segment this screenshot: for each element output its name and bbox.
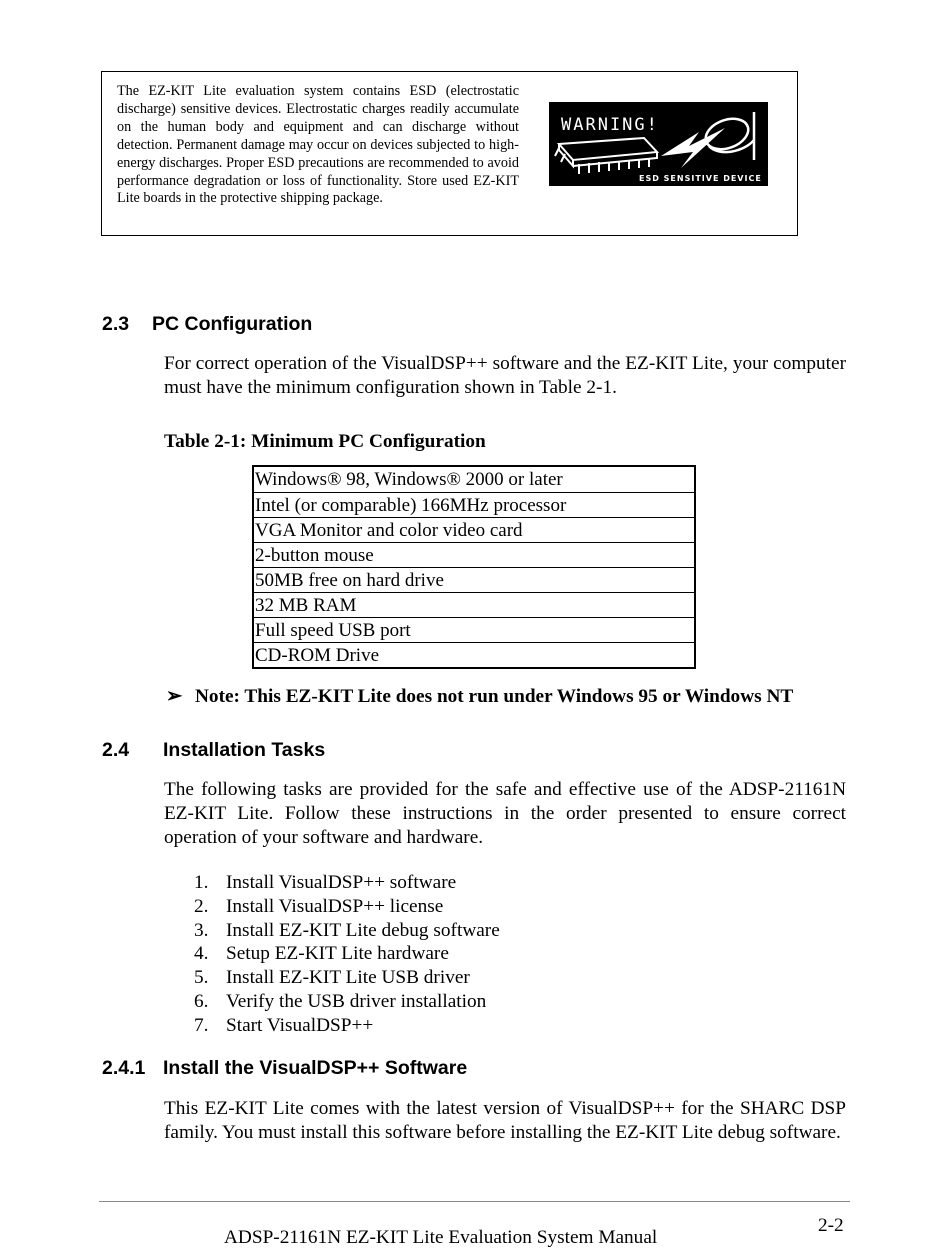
heading-2-3 (102, 313, 502, 339)
list-item: 6. Verify the USB driver installation (194, 990, 487, 1012)
heading-title: Install the VisualDSP++ Software (163, 1057, 468, 1079)
list-item: 1. Install VisualDSP++ software (194, 872, 457, 893)
table-row: 32 MB RAM (254, 592, 694, 617)
table-row: 50MB free on hard drive (254, 567, 694, 592)
esd-chip-icon (549, 102, 768, 186)
footer-manual-title: ADSP-21161N EZ-KIT Lite Evaluation System Manual (224, 1227, 658, 1248)
table-caption: Table 2-1: Minimum PC Configuration (164, 431, 486, 452)
installation-task-list (194, 871, 500, 1038)
table-row: Full speed USB port (254, 617, 694, 642)
list-item: 2. Install VisualDSP++ license (194, 895, 444, 917)
heading-2-4-1 (102, 1057, 602, 1083)
list-item: 4. Setup EZ-KIT Lite hardware (194, 943, 449, 965)
list-item: 7. Start VisualDSP++ (194, 1014, 374, 1036)
table-row: CD-ROM Drive (254, 642, 694, 667)
heading-2-4 (102, 739, 502, 765)
installation-tasks-intro: The following tasks are provided for the safe and effective use of the ADSP-21161N EZ-KIT Lite. Follow these instructions in the order presented to ensure correct operation of your software and hardware. (164, 779, 846, 848)
table-row: 2-button mouse (254, 542, 694, 567)
warning-graphic-caption: ESD SENSITIVE DEVICE (639, 174, 762, 183)
table-row: VGA Monitor and color video card (254, 517, 694, 542)
footer-divider (99, 1201, 850, 1202)
install-software-intro: This EZ-KIT Lite comes with the latest version of VisualDSP++ for the SHARC DSP family. You must install this software before installing the EZ-KIT Lite debug software. (164, 1098, 846, 1143)
esd-warning-graphic (549, 102, 768, 186)
heading-number: 2.4 (102, 739, 130, 761)
heading-number: 2.3 (102, 313, 130, 335)
warning-graphic-title: WARNING! (561, 115, 659, 135)
heading-title: Installation Tasks (163, 739, 326, 761)
table-row: Windows® 98, Windows® 2000 or later (255, 469, 563, 490)
list-item: 5. Install EZ-KIT Lite USB driver (194, 967, 470, 989)
esd-warning-text: The EZ-KIT Lite evaluation system contains ESD (electrostatic discharge) sensitive devices. Electrostatic charges readily accumulate on the human body and equipment and can discharge without detection. Permanent damage may occur on devices subjected to high-energy discharges. Proper ESD precautions are recommended to avoid performance degradation or loss of functionality. Store used EZ-KIT Lite boards in the protective shipping package. (117, 83, 519, 207)
min-pc-config-table (252, 465, 696, 669)
note-text: Note: This EZ-KIT Lite does not run under Windows 95 or Windows NT (195, 686, 794, 707)
footer-page-number: 2-2 (818, 1215, 844, 1236)
pc-config-intro: For correct operation of the VisualDSP++ software and the EZ-KIT Lite, your computer must have the minimum configuration shown in Table 2-1. (164, 353, 846, 398)
heading-title: PC Configuration (152, 313, 313, 335)
list-item: 3. Install EZ-KIT Lite debug software (194, 919, 500, 941)
arrow-bullet-icon: ➢ (166, 686, 183, 707)
table-row: Intel (or comparable) 166MHz processor (254, 492, 694, 517)
note (166, 684, 793, 708)
heading-number: 2.4.1 (102, 1057, 146, 1079)
